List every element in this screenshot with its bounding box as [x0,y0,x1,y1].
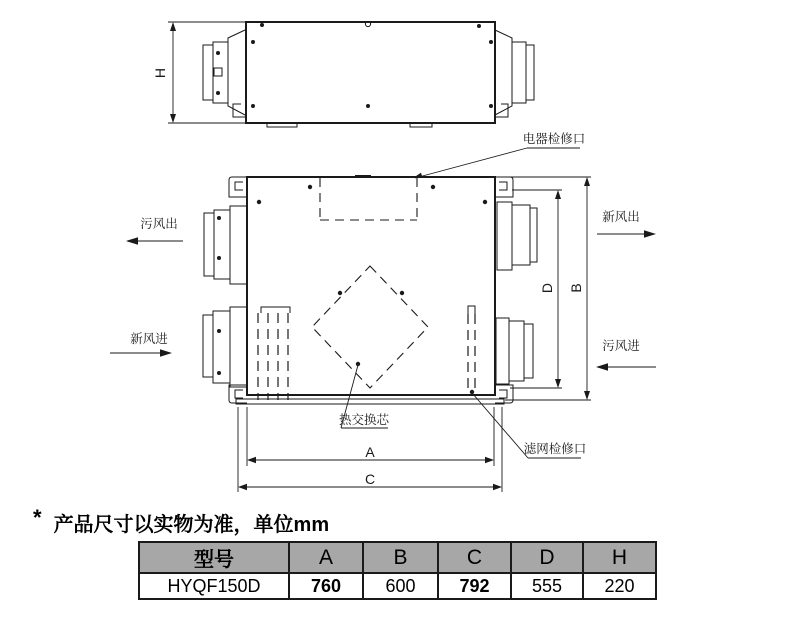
header-c: C [438,542,511,573]
cell-model: HYQF150D [139,573,289,599]
cell-h: 220 [583,573,656,599]
mounting-clips [229,177,513,403]
plan-view-body [247,177,495,395]
side-right-hook [495,104,508,117]
header-a: A [289,542,363,573]
cell-c: 792 [438,573,511,599]
dim-D-label: D [539,282,555,294]
fresh-out-label: 新风出 [602,210,640,224]
plan-view [110,131,656,492]
footnote [33,505,330,537]
electrical-access-label: 电器检修口 [522,132,586,146]
header-h: H [583,542,656,573]
cell-a: 760 [289,573,363,599]
heat-core-label: 热交换芯 [338,413,390,427]
dim-H-label: H [152,67,168,79]
header-model: 型号 [139,542,289,573]
side-left-duct-collar [203,30,245,115]
plan-left-upper-duct [204,206,247,284]
cell-d: 555 [511,573,583,599]
fresh-in-label: 新风进 [130,332,168,346]
footnote-star: * [33,505,42,530]
heat-core-leader [339,365,390,428]
dimensions-table [138,541,657,600]
filter-access-label: 滤网检修口 [523,442,587,456]
airflow-fresh-in [110,331,172,357]
dim-A-label: A [365,444,375,460]
left-vent-slots [258,307,290,400]
electrical-access-opening [320,178,417,220]
dim-B-label: B [568,283,584,293]
cell-b: 600 [363,573,438,599]
header-d: D [511,542,583,573]
plan-right-upper-duct [497,202,537,270]
table-header-row [139,542,656,573]
header-b: B [363,542,438,573]
airflow-fresh-out [597,209,656,238]
exhaust-in-label: 污风进 [602,339,640,353]
side-view [152,21,534,127]
side-right-duct-collar [495,30,534,115]
plan-screws [257,185,487,394]
plan-right-lower-duct [496,318,533,384]
dim-C-label: C [364,471,376,487]
airflow-exhaust-out [126,216,183,245]
side-view-body [246,22,495,123]
heat-exchange-core-outline [312,266,428,388]
exhaust-out-label: 污风出 [140,217,178,231]
side-screws [251,21,493,108]
dim-D [510,190,562,388]
plan-left-lower-duct [203,307,247,387]
footnote-text: 产品尺寸以实物为准，单位mm [53,514,330,536]
electrical-access-leader [413,131,585,178]
airflow-exhaust-in [596,338,656,371]
right-vent-slot [468,306,475,395]
table-row [139,573,656,599]
front-flange [236,399,504,404]
